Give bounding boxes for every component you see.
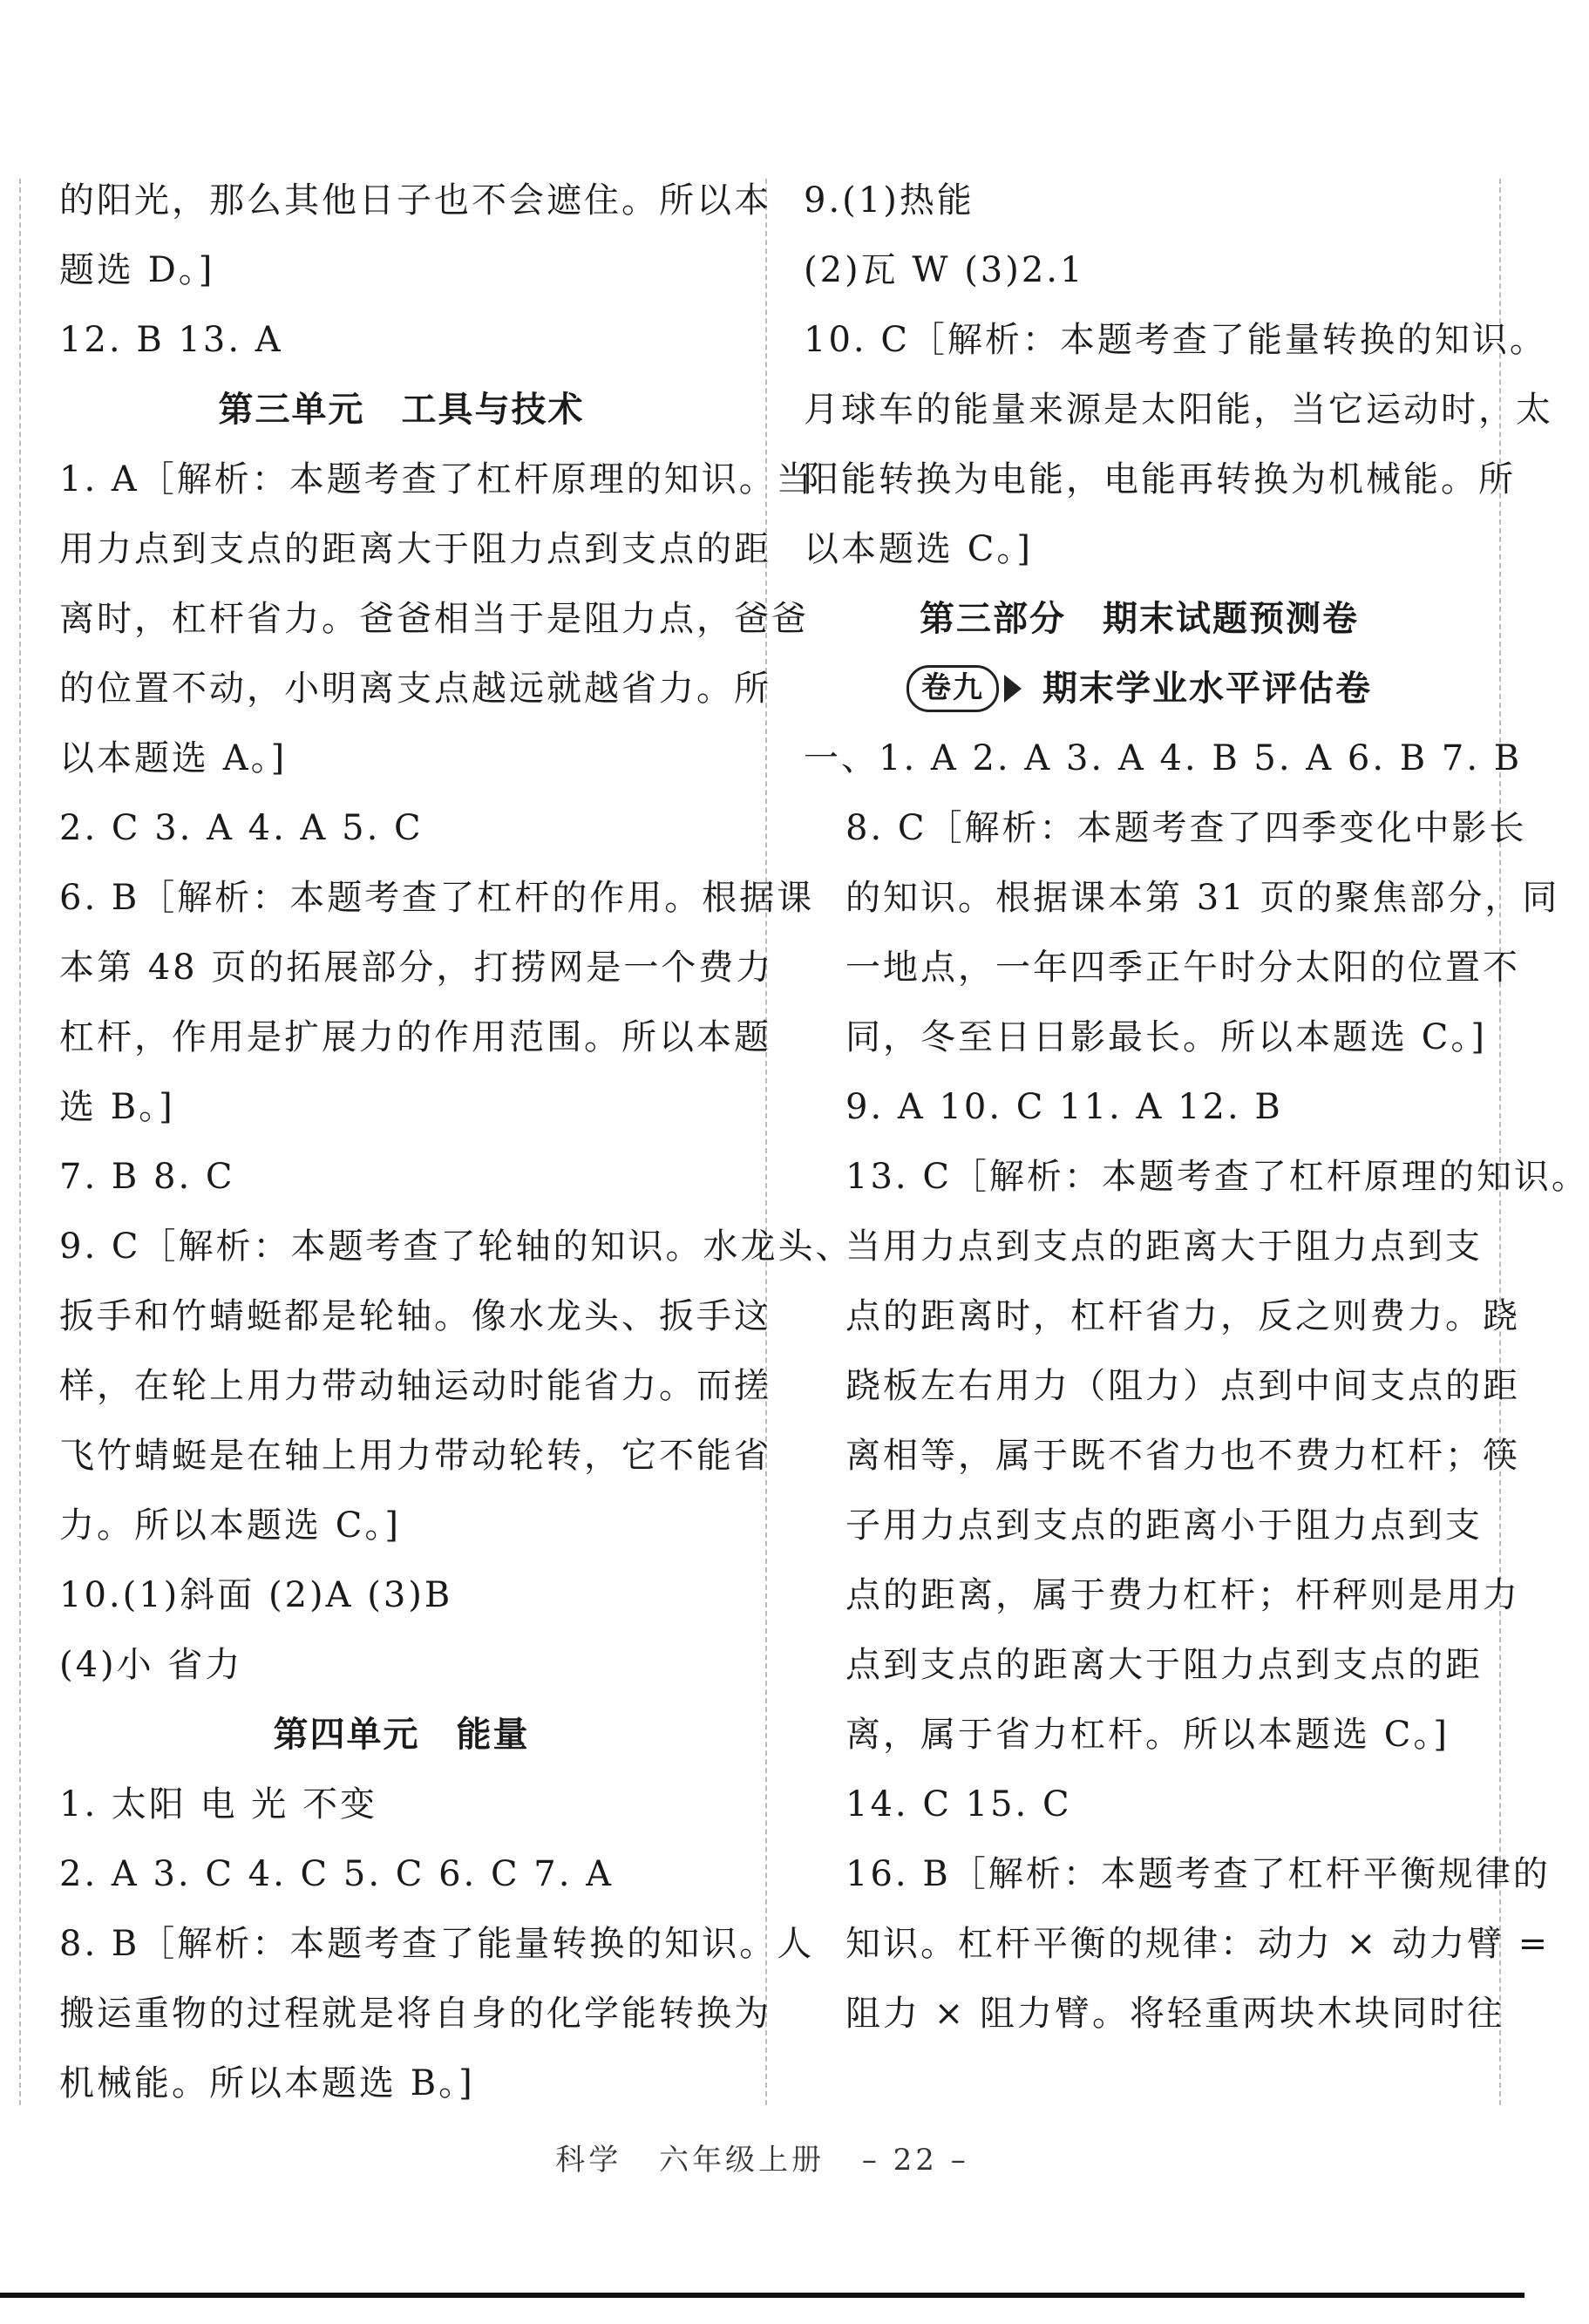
answer-line: (4)小 省力 (59, 1645, 243, 1685)
left-margin-rule (19, 179, 21, 2105)
text-line: 力。所以本题选 C。] (59, 1505, 401, 1546)
text-line: 搬运重物的过程就是将自身的化学能转换为 (59, 1994, 771, 2034)
text-line: 子用力点到支点的距离小于阻力点到支 (845, 1505, 1483, 1546)
answer-line: 9. A 10. C 11. A 12. B (845, 1087, 1283, 1127)
text-line: 离，属于省力杠杆。所以本题选 C。] (845, 1715, 1450, 1755)
text-line: 飞竹蜻蜓是在轴上用力带动轮转，它不能省 (59, 1436, 771, 1476)
text-line: 一地点，一年四季正午时分太阳的位置不 (845, 948, 1520, 988)
answer-line: 2. C 3. A 4. A 5. C (59, 808, 424, 848)
volume-badge-label: 卷九 (907, 665, 999, 712)
text-line: 月球车的能量来源是太阳能，当它运动时，太 (804, 390, 1553, 430)
text-line: 当用力点到支点的距离大于阻力点到支 (845, 1227, 1483, 1267)
answer-line: 7. B 8. C (59, 1157, 235, 1197)
footer-subject: 科学 (555, 2143, 622, 2178)
volume-badge (907, 665, 1022, 712)
answer-line: 14. C 15. C (845, 1784, 1072, 1825)
answer-line: 一、1. A 2. A 3. A 4. B 5. A 6. B 7. B (804, 738, 1523, 778)
answer-line: 10. C［解析：本题考查了能量转换的知识。 (804, 320, 1547, 360)
text-line: 阻力 × 阻力臂。将轻重两块木块同时往 (845, 1994, 1504, 2034)
left-column (59, 166, 853, 2118)
bottom-edge-bar (0, 2293, 1524, 2298)
text-line: 以本题选 A。] (59, 738, 288, 778)
answer-line: 16. B［解析：本题考查了杠杆平衡规律的 (845, 1854, 1551, 1894)
text-line: 知识。杠杆平衡的规律：动力 × 动力臂 = (845, 1924, 1551, 1964)
text-line: 本第 48 页的拓展部分，打捞网是一个费力 (59, 948, 774, 988)
text-line: 离相等，属于既不省力也不费力杠杆；筷 (845, 1436, 1520, 1476)
answer-line: 1. A［解析：本题考查了杠杆原理的知识。当 (59, 459, 814, 499)
text-line: 跷板左右用力（阻力）点到中间支点的距 (845, 1366, 1520, 1406)
unit-heading: 第三单元 工具与技术 (218, 390, 585, 430)
answer-line: (2)瓦 W (3)2.1 (804, 250, 1085, 290)
answer-line: 8. B［解析：本题考查了能量转换的知识。人 (59, 1924, 815, 1964)
page-footer (0, 2136, 1524, 2178)
exam-title: 期末学业水平评估卷 (1042, 669, 1372, 709)
answer-line: 13. C［解析：本题考查了杠杆原理的知识。 (845, 1157, 1589, 1197)
answer-line: 2. A 3. C 4. C 5. C 6. C 7. A (59, 1854, 615, 1894)
text-line: 用力点到支点的距离大于阻力点到支点的距 (59, 529, 771, 569)
answer-line: 12. B 13. A (59, 320, 283, 360)
answer-line: 1. 太阳 电 光 不变 (59, 1784, 378, 1825)
text-line: 的阳光，那么其他日子也不会遮住。所以本 (59, 180, 771, 221)
text-line: 机械能。所以本题选 B。] (59, 2063, 475, 2103)
text-line: 的知识。根据课本第 31 页的聚焦部分，同 (845, 878, 1560, 918)
text-line: 题选 D。] (59, 250, 215, 290)
text-line: 点的距离时，杠杆省力，反之则费力。跷 (845, 1296, 1520, 1336)
text-line: 选 B。] (59, 1087, 175, 1127)
right-column (804, 166, 1589, 2049)
exam-subheading (804, 654, 1475, 724)
answer-line: 10.(1)斜面 (2)A (3)B (59, 1575, 453, 1615)
text-line: 杠杆，作用是扩展力的作用范围。所以本题 (59, 1017, 771, 1057)
text-line: 扳手和竹蜻蜓都是轮轴。像水龙头、扳手这 (59, 1296, 771, 1336)
text-line: 点到支点的距离大于阻力点到支点的距 (845, 1645, 1483, 1685)
page-number: – 22 – (861, 2143, 969, 2178)
text-line: 阳能转换为电能，电能再转换为机械能。所 (804, 459, 1516, 499)
text-line: 的位置不动，小明离支点越远就越省力。所 (59, 669, 771, 709)
answer-line: 6. B［解析：本题考查了杠杆的作用。根据课 (59, 878, 815, 918)
text-line: 以本题选 C。] (804, 529, 1033, 569)
text-line: 同，冬至日日影最长。所以本题选 C。] (845, 1017, 1487, 1057)
arrow-icon (1004, 675, 1022, 703)
footer-grade: 六年级上册 (659, 2143, 825, 2178)
answer-line: 9. C［解析：本题考查了轮轴的知识。水龙头、 (59, 1227, 853, 1267)
part-heading: 第三部分 期末试题预测卷 (920, 599, 1359, 639)
text-line: 点的距离，属于费力杠杆；杆秤则是用力 (845, 1575, 1520, 1615)
answer-line: 8. C［解析：本题考查了四季变化中影长 (845, 808, 1527, 848)
unit-heading: 第四单元 能量 (273, 1715, 530, 1755)
text-line: 离时，杠杆省力。爸爸相当于是阻力点，爸爸 (59, 599, 809, 639)
text-line: 样，在轮上用力带动轴运动时能省力。而搓 (59, 1366, 771, 1406)
answer-line: 9.(1)热能 (804, 180, 974, 221)
